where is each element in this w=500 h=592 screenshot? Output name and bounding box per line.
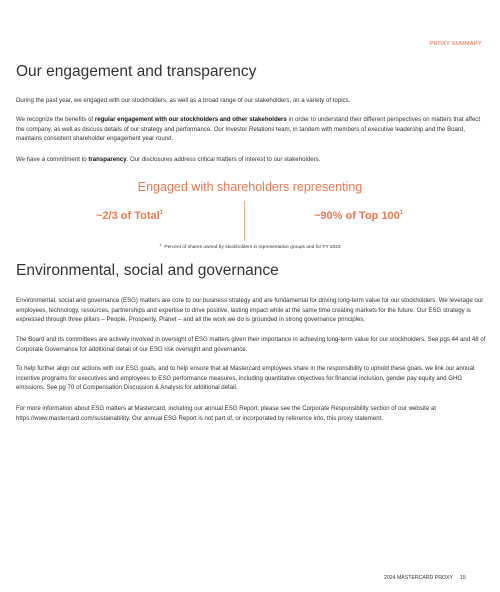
- esg-heading: Environmental, social and governance: [16, 262, 279, 279]
- engagement-p2-bold: regular engagement with our stockholders and other stakeholders: [94, 116, 287, 123]
- stat-total: [96, 210, 163, 222]
- engagement-paragraph-1: During the past year, we engaged with our stockholders, as well as a broad range of our stakeholders, on a variety of topics.: [16, 97, 351, 104]
- stat-total-value: ~2/3 of Total: [96, 210, 160, 222]
- stat-top-100: [314, 210, 403, 222]
- engagement-heading: Our engagement and transparency: [16, 63, 257, 80]
- esg-paragraph-1: Environmental, social and governance (ESG) matters are core to our business strategy and are fundamental for driving long-term value for our stockholders. We leverage our employees, technology, resources, partnerships and expertise to drive positive, lasting impact while at the same time creating markets for the future. Our ESG strategy is expressed through three pillars – People, Prosperity, Planet – and all the work we do is grounded in strong governance principles.: [16, 297, 484, 324]
- section-label: PROXY SUMMARY: [429, 41, 482, 47]
- esg-paragraph-4: For more information about ESG matters at Mastercard, including our annual ESG Report, please see the Corporate Responsibility section of our website at https://www.mastercard.com/sustainability. Our annual ESG Report is not part of, or incorporated by reference into, this proxy statement.: [16, 405, 437, 422]
- esg-paragraph-3: To help further align our actions with our ESG goals, and to help ensure that all Mastercard employees share in the responsibility to uphold these goals, we link our annual incentive programs for executives and employees to ESG performance measures, including quantitative objectives for financial inclusion, gender pay equity and GHG emissions. See pg 70 of Compensation Discussion & Analysis for additional detail.: [16, 365, 475, 392]
- stat-total-footnote-marker: 1: [159, 210, 164, 216]
- footnote: [0, 243, 500, 250]
- stat-top-100-footnote-marker: 1: [399, 210, 404, 216]
- footnote-marker: 1: [159, 243, 162, 247]
- engagement-callout-title: Engaged with shareholders representing: [137, 180, 363, 194]
- callout-divider: [244, 201, 245, 241]
- engagement-paragraph-3: [16, 155, 486, 165]
- engagement-p3-text-b: . Our disclosures address critical matters of interest to our stakeholders.: [126, 156, 321, 163]
- engagement-p2-text-b: in order to understand their different perspectives on matters that affect the company, as well as discuss details of our strategy and performance. Our Investor Relations team, in tandem with members of executive leadership and the Board, maintains consistent shareholder engagement year round.: [16, 116, 481, 143]
- engagement-p3-bold: transparency: [88, 156, 127, 163]
- engagement-paragraph-2: [16, 115, 486, 144]
- engagement-p3-text-a: We have a commitment to: [16, 156, 89, 163]
- engagement-p2-text-a: We recognize the benefits of: [16, 116, 95, 123]
- stat-top-100-value: ~90% of Top 100: [314, 210, 400, 222]
- footnote-text: Percent of shares owned by stockholders in representative groups and for FY 2023: [164, 245, 341, 250]
- esg-paragraph-2: The Board and its committees are actively involved in oversight of ESG matters given their importance in achieving long-term value for our stockholders. See pgs 44 and 48 of Corporate Governance for additional detail of our ESG risk oversight and governance.: [16, 336, 486, 353]
- footer-doc-name: 2024 MASTERCARD PROXY: [384, 575, 453, 581]
- page-number: 15: [460, 575, 466, 581]
